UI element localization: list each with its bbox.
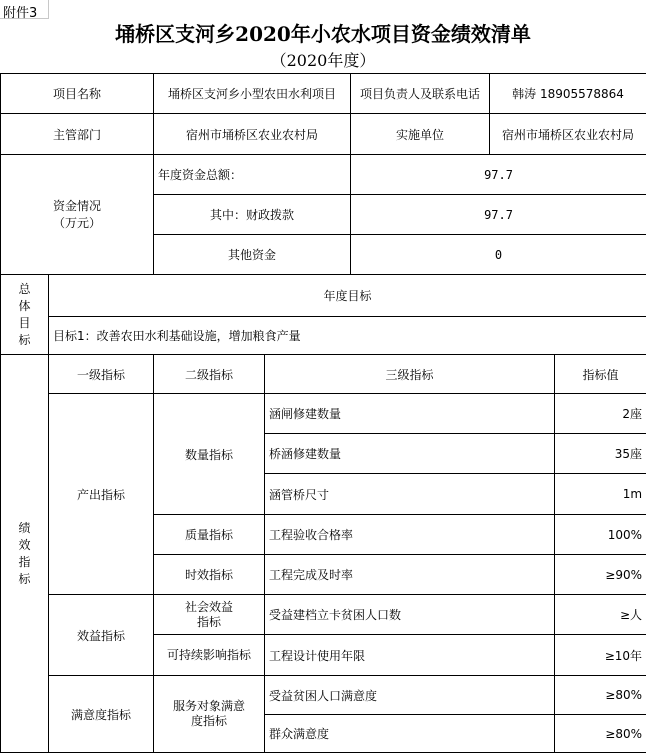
fiscal-funds-label: 其中：财政拨款 (154, 195, 351, 235)
project-name-cell[interactable]: 埇桥区支河乡小型农田水利项目 (154, 74, 351, 114)
performance-label: 绩效指标 (18, 520, 31, 586)
indicator-value[interactable]: 2座 (555, 394, 646, 434)
goal-text[interactable]: 目标1：改善农田水利基础设施，增加粮食产量 (49, 317, 646, 355)
table-row (1, 676, 646, 715)
table-row (1, 595, 646, 635)
indicator-value[interactable]: ≥80% (555, 715, 646, 753)
impl-cell[interactable]: 宿州市埇桥区农业农村局 (490, 114, 646, 155)
indicator-name: 工程完成及时率 (265, 555, 555, 595)
social-label (154, 595, 265, 635)
funds-label-line1: 资金情况 (53, 198, 102, 213)
attachment-label: 附件3 (3, 6, 38, 21)
other-funds-label: 其他资金 (154, 235, 351, 275)
quality-label: 质量指标 (154, 515, 265, 555)
total-funds-value[interactable]: 97.7 (351, 155, 646, 195)
indicator-value[interactable]: 1m (555, 474, 646, 515)
contact-cell[interactable]: 韩涛 18905578864 (490, 74, 646, 114)
header-level2: 二级指标 (154, 355, 265, 394)
goal-label-cell (1, 275, 49, 355)
performance-table (0, 73, 646, 753)
output-label: 产出指标 (49, 394, 154, 595)
indicator-name: 受益建档立卡贫困人口数 (265, 595, 555, 635)
indicator-value[interactable]: ≥人 (555, 595, 646, 635)
indicator-value[interactable]: ≥80% (555, 676, 646, 715)
table-row (1, 74, 646, 114)
table-row (1, 114, 646, 155)
header-value: 指标值 (555, 355, 646, 394)
total-funds-label: 年度资金总额： (154, 155, 351, 195)
service-label-text: 服务对象满意度指标 (173, 699, 246, 728)
project-name-label: 项目名称 (1, 74, 154, 114)
indicator-name: 群众满意度 (265, 715, 555, 753)
funds-label-line2: （万元） (53, 215, 102, 230)
fiscal-funds-value[interactable]: 97.7 (351, 195, 646, 235)
page-title: 埇桥区支河乡2020年小农水项目资金绩效清单 (115, 22, 531, 46)
dept-label: 主管部门 (1, 114, 154, 155)
indicator-value[interactable]: ≥10年 (555, 635, 646, 676)
service-label (154, 676, 265, 753)
indicator-name: 工程设计使用年限 (265, 635, 555, 676)
table-row (1, 355, 646, 394)
page-subtitle: （2020年度） (270, 51, 376, 70)
benefit-label: 效益指标 (49, 595, 154, 676)
dept-cell[interactable]: 宿州市埇桥区农业农村局 (154, 114, 351, 155)
funds-label (1, 155, 154, 275)
quantity-label: 数量指标 (154, 394, 265, 515)
indicator-name: 涵闸修建数量 (265, 394, 555, 434)
indicator-value[interactable]: 100% (555, 515, 646, 555)
header-level3: 三级指标 (265, 355, 555, 394)
sustain-label-text: 可持续影响指标 (167, 647, 252, 662)
indicator-name: 工程验收合格率 (265, 515, 555, 555)
indicator-value[interactable]: 35座 (555, 434, 646, 474)
indicator-name: 受益贫困人口满意度 (265, 676, 555, 715)
satisfaction-label: 满意度指标 (49, 676, 154, 753)
table-row (1, 394, 646, 434)
goal-header: 年度目标 (49, 275, 646, 317)
sustain-label (154, 635, 265, 676)
header-level1: 一级指标 (49, 355, 154, 394)
contact-label: 项目负责人及联系电话 (351, 74, 490, 114)
impl-label: 实施单位 (351, 114, 490, 155)
timeliness-label: 时效指标 (154, 555, 265, 595)
other-funds-value[interactable]: 0 (351, 235, 646, 275)
performance-label-cell (1, 355, 49, 753)
indicator-name: 桥涵修建数量 (265, 434, 555, 474)
cell-border (48, 0, 49, 19)
goal-label: 总体目标 (18, 281, 31, 347)
indicator-value[interactable]: ≥90% (555, 555, 646, 595)
social-label-text: 社会效益指标 (185, 599, 234, 629)
table-row (1, 275, 646, 317)
table-row (1, 317, 646, 355)
table-row (1, 155, 646, 195)
indicator-name: 涵管桥尺寸 (265, 474, 555, 515)
